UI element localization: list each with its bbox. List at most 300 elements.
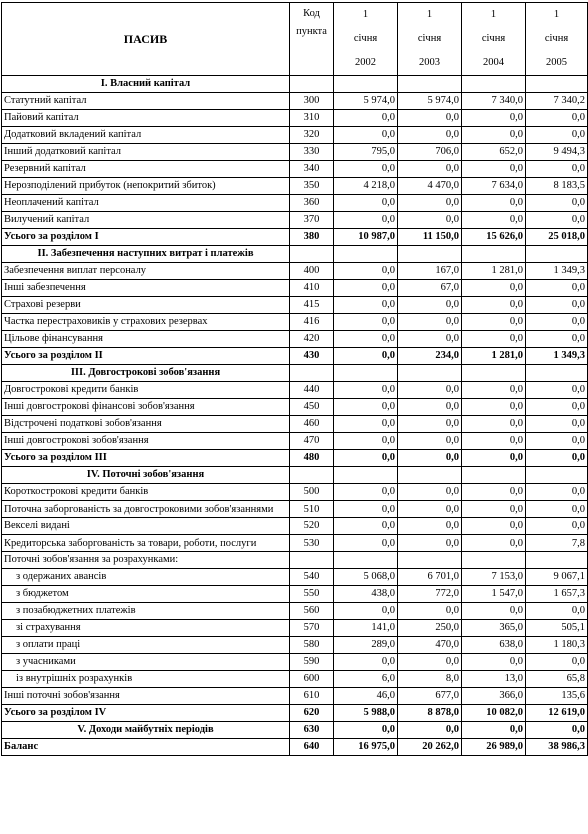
row-code: 640 (290, 739, 334, 756)
value-cell (334, 552, 398, 569)
date-year: 2003 (419, 57, 440, 68)
row-value: 5 974,0 (398, 93, 462, 110)
row-label: Короткострокові кредити банків (2, 484, 290, 501)
row-label: Усього за розділом IV (2, 705, 290, 722)
row-value: 65,8 (526, 671, 588, 688)
row-value: 5 988,0 (334, 705, 398, 722)
section-header-row (2, 76, 588, 93)
value-cell (398, 246, 462, 263)
row-label: Інші довгострокові фінансові зобов'язання (2, 399, 290, 416)
section-title: ІІІ. Довгострокові зобов'язання (2, 365, 290, 382)
row-value: 0,0 (398, 535, 462, 552)
balance-table (1, 2, 588, 756)
section-title: ІІ. Забезпечення наступних витрат і платежів (2, 246, 290, 263)
row-value: 5 974,0 (334, 93, 398, 110)
row-value: 0,0 (462, 399, 526, 416)
table-row (2, 484, 588, 501)
date-year: 2002 (355, 57, 376, 68)
row-value: 0,0 (398, 433, 462, 450)
row-value: 0,0 (526, 297, 588, 314)
row-value: 0,0 (398, 484, 462, 501)
row-value: 0,0 (334, 399, 398, 416)
row-code: 530 (290, 535, 334, 552)
value-cell (526, 467, 588, 484)
row-value: 0,0 (334, 161, 398, 178)
row-value: 0,0 (462, 603, 526, 620)
row-label: зі страхування (2, 620, 290, 637)
row-value: 6,0 (334, 671, 398, 688)
date-year: 2004 (483, 57, 504, 68)
row-code: 415 (290, 297, 334, 314)
value-cell (462, 76, 526, 93)
row-value: 135,6 (526, 688, 588, 705)
row-value: 0,0 (398, 501, 462, 518)
column-header-date-2005 (526, 3, 588, 76)
row-code: 580 (290, 637, 334, 654)
row-value: 0,0 (462, 161, 526, 178)
row-value: 0,0 (398, 382, 462, 399)
row-value: 7,8 (526, 535, 588, 552)
row-value: 1 281,0 (462, 348, 526, 365)
row-value: 10 082,0 (462, 705, 526, 722)
date-month: січня (353, 33, 378, 44)
value-cell (462, 552, 526, 569)
date-day: 1 (426, 9, 433, 20)
code-cell (290, 246, 334, 263)
table-header-row (2, 3, 588, 76)
date-day: 1 (553, 9, 560, 20)
row-value: 0,0 (398, 603, 462, 620)
table-row (2, 569, 588, 586)
row-label: Інші довгострокові зобов'язання (2, 433, 290, 450)
value-cell (462, 365, 526, 382)
row-value: 0,0 (526, 450, 588, 467)
row-value: 26 989,0 (462, 739, 526, 756)
row-value: 1 349,3 (526, 348, 588, 365)
table-row (2, 671, 588, 688)
row-label: Поточна заборгованість за довгостроковими зобов'язаннями (2, 501, 290, 518)
row-value: 9 067,1 (526, 569, 588, 586)
row-value: 250,0 (398, 620, 462, 637)
row-value: 652,0 (462, 144, 526, 161)
row-value: 141,0 (334, 620, 398, 637)
row-value: 0,0 (334, 484, 398, 501)
total-row (2, 705, 588, 722)
table-row (2, 212, 588, 229)
row-code: 310 (290, 110, 334, 127)
row-value: 0,0 (398, 331, 462, 348)
row-value: 0,0 (462, 518, 526, 535)
row-value: 0,0 (334, 518, 398, 535)
row-value: 167,0 (398, 263, 462, 280)
table-row (2, 586, 588, 603)
row-value: 0,0 (462, 127, 526, 144)
row-value: 0,0 (526, 399, 588, 416)
row-label: з бюджетом (2, 586, 290, 603)
row-value: 677,0 (398, 688, 462, 705)
row-value: 0,0 (526, 110, 588, 127)
column-header-code (290, 3, 334, 76)
row-code: 330 (290, 144, 334, 161)
code-cell (290, 76, 334, 93)
row-label: Нерозподілений прибуток (непокритий збиток) (2, 178, 290, 195)
code-cell (290, 552, 334, 569)
table-row (2, 620, 588, 637)
row-value: 0,0 (462, 416, 526, 433)
row-value: 0,0 (462, 484, 526, 501)
row-value: 0,0 (334, 433, 398, 450)
row-label: V. Доходи майбутніх періодів (2, 722, 290, 739)
row-value: 0,0 (398, 654, 462, 671)
row-value: 0,0 (462, 722, 526, 739)
row-value: 0,0 (526, 654, 588, 671)
row-value: 12 619,0 (526, 705, 588, 722)
column-header-title: ПАСИВ (2, 3, 290, 76)
row-value: 0,0 (526, 331, 588, 348)
row-value: 13,0 (462, 671, 526, 688)
row-code: 450 (290, 399, 334, 416)
row-value: 0,0 (334, 110, 398, 127)
row-value: 10 987,0 (334, 229, 398, 246)
total-row (2, 739, 588, 756)
row-value: 0,0 (334, 212, 398, 229)
value-cell (462, 246, 526, 263)
row-value: 706,0 (398, 144, 462, 161)
row-value: 0,0 (334, 195, 398, 212)
code-cell (290, 467, 334, 484)
row-label: Векселі видані (2, 518, 290, 535)
subgroup-label-row (2, 552, 588, 569)
row-value: 0,0 (334, 348, 398, 365)
row-label: Резервний капітал (2, 161, 290, 178)
date-day: 1 (362, 9, 369, 20)
row-code: 420 (290, 331, 334, 348)
table-row (2, 399, 588, 416)
row-value: 7 340,2 (526, 93, 588, 110)
row-code: 370 (290, 212, 334, 229)
row-label: Відстрочені податкові зобов'язання (2, 416, 290, 433)
row-value: 7 340,0 (462, 93, 526, 110)
row-value: 0,0 (526, 195, 588, 212)
row-value: 505,1 (526, 620, 588, 637)
row-value: 0,0 (526, 212, 588, 229)
balance-sheet-liabilities (1, 2, 587, 756)
row-label: Усього за розділом ІІІ (2, 450, 290, 467)
row-value: 0,0 (526, 314, 588, 331)
table-row (2, 433, 588, 450)
row-code: 320 (290, 127, 334, 144)
table-row (2, 518, 588, 535)
row-value: 0,0 (334, 263, 398, 280)
row-code: 610 (290, 688, 334, 705)
row-value: 0,0 (398, 212, 462, 229)
table-row (2, 501, 588, 518)
row-value: 0,0 (334, 314, 398, 331)
row-value: 0,0 (398, 297, 462, 314)
row-code: 470 (290, 433, 334, 450)
row-code: 600 (290, 671, 334, 688)
table-body (2, 76, 588, 756)
row-label: Страхові резерви (2, 297, 290, 314)
table-row (2, 280, 588, 297)
row-value: 0,0 (334, 416, 398, 433)
row-code: 340 (290, 161, 334, 178)
row-code: 400 (290, 263, 334, 280)
row-value: 772,0 (398, 586, 462, 603)
row-value: 0,0 (462, 212, 526, 229)
section-header-row (2, 365, 588, 382)
row-value: 0,0 (398, 416, 462, 433)
row-value: 0,0 (526, 127, 588, 144)
date-month: січня (481, 33, 506, 44)
row-value: 365,0 (462, 620, 526, 637)
row-value: 1 547,0 (462, 586, 526, 603)
column-header-date-2002 (334, 3, 398, 76)
table-row (2, 263, 588, 280)
row-value: 6 701,0 (398, 569, 462, 586)
table-row (2, 93, 588, 110)
row-value: 8 183,5 (526, 178, 588, 195)
row-value: 638,0 (462, 637, 526, 654)
row-value: 0,0 (462, 331, 526, 348)
row-value: 0,0 (526, 433, 588, 450)
row-code: 520 (290, 518, 334, 535)
row-code: 416 (290, 314, 334, 331)
table-row (2, 144, 588, 161)
value-cell (334, 76, 398, 93)
row-label: Довгострокові кредити банків (2, 382, 290, 399)
section-total-row (2, 722, 588, 739)
date-month: січня (544, 33, 569, 44)
row-label: з учасниками (2, 654, 290, 671)
table-row (2, 110, 588, 127)
row-label: Вилучений капітал (2, 212, 290, 229)
row-value: 0,0 (334, 450, 398, 467)
total-row (2, 348, 588, 365)
row-value: 0,0 (398, 399, 462, 416)
row-value: 1 657,3 (526, 586, 588, 603)
row-code: 560 (290, 603, 334, 620)
row-value: 0,0 (334, 382, 398, 399)
row-value: 0,0 (526, 501, 588, 518)
table-row (2, 688, 588, 705)
value-cell (334, 467, 398, 484)
row-value: 5 068,0 (334, 569, 398, 586)
row-label: Інші поточні зобов'язання (2, 688, 290, 705)
row-value: 0,0 (334, 501, 398, 518)
value-cell (526, 76, 588, 93)
row-label: Усього за розділом І (2, 229, 290, 246)
table-row (2, 382, 588, 399)
row-value: 0,0 (334, 603, 398, 620)
row-value: 0,0 (398, 127, 462, 144)
table-row (2, 416, 588, 433)
row-value: 0,0 (462, 501, 526, 518)
value-cell (398, 76, 462, 93)
row-code: 550 (290, 586, 334, 603)
row-label: Неоплачений капітал (2, 195, 290, 212)
value-cell (398, 552, 462, 569)
row-value: 0,0 (398, 314, 462, 331)
row-value: 0,0 (462, 450, 526, 467)
code-label-line-1: Код (303, 8, 320, 19)
date-year: 2005 (546, 57, 567, 68)
row-code: 350 (290, 178, 334, 195)
row-value: 0,0 (398, 161, 462, 178)
row-value: 15 626,0 (462, 229, 526, 246)
row-code: 360 (290, 195, 334, 212)
row-value: 0,0 (526, 484, 588, 501)
row-value: 4 218,0 (334, 178, 398, 195)
row-value: 0,0 (334, 280, 398, 297)
row-label: з оплати праці (2, 637, 290, 654)
row-code: 410 (290, 280, 334, 297)
row-label: Пайовий капітал (2, 110, 290, 127)
row-value: 0,0 (462, 297, 526, 314)
row-value: 0,0 (334, 722, 398, 739)
table-row (2, 178, 588, 195)
row-code: 570 (290, 620, 334, 637)
row-label: з позабюджетних платежів (2, 603, 290, 620)
total-row (2, 450, 588, 467)
row-value: 1 349,3 (526, 263, 588, 280)
column-header-date-2003 (398, 3, 462, 76)
table-row (2, 603, 588, 620)
row-value: 0,0 (334, 535, 398, 552)
row-code: 380 (290, 229, 334, 246)
table-row (2, 161, 588, 178)
row-code: 630 (290, 722, 334, 739)
table-row (2, 654, 588, 671)
row-value: 0,0 (334, 297, 398, 314)
table-row (2, 195, 588, 212)
row-value: 1 180,3 (526, 637, 588, 654)
row-value: 0,0 (526, 161, 588, 178)
section-title: І. Власний капітал (2, 76, 290, 93)
row-label: із внутрішніх розрахунків (2, 671, 290, 688)
row-value: 11 150,0 (398, 229, 462, 246)
row-value: 0,0 (398, 110, 462, 127)
row-value: 9 494,3 (526, 144, 588, 161)
row-value: 0,0 (526, 280, 588, 297)
row-value: 16 975,0 (334, 739, 398, 756)
row-value: 0,0 (462, 280, 526, 297)
row-value: 0,0 (462, 314, 526, 331)
row-value: 7 634,0 (462, 178, 526, 195)
value-cell (526, 552, 588, 569)
table-row (2, 331, 588, 348)
row-value: 0,0 (334, 331, 398, 348)
row-code: 500 (290, 484, 334, 501)
row-value: 0,0 (398, 518, 462, 535)
table-row (2, 127, 588, 144)
row-value: 0,0 (462, 433, 526, 450)
section-header-row (2, 246, 588, 263)
row-code: 480 (290, 450, 334, 467)
row-value: 0,0 (462, 654, 526, 671)
row-value: 0,0 (526, 722, 588, 739)
row-value: 0,0 (526, 416, 588, 433)
value-cell (462, 467, 526, 484)
value-cell (334, 365, 398, 382)
table-row (2, 297, 588, 314)
row-value: 1 281,0 (462, 263, 526, 280)
row-label: Частка перестраховиків у страхових резервах (2, 314, 290, 331)
row-label: з одержаних авансів (2, 569, 290, 586)
table-row (2, 637, 588, 654)
row-value: 46,0 (334, 688, 398, 705)
row-code: 440 (290, 382, 334, 399)
date-day: 1 (490, 9, 497, 20)
row-label: Забезпечення виплат персоналу (2, 263, 290, 280)
row-label: Додатковий вкладений капітал (2, 127, 290, 144)
value-cell (334, 246, 398, 263)
row-value: 0,0 (526, 603, 588, 620)
code-cell (290, 365, 334, 382)
row-label: Кредиторська заборгованість за товари, роботи, послуги (2, 535, 290, 552)
row-value: 0,0 (334, 654, 398, 671)
row-value: 0,0 (398, 722, 462, 739)
row-code: 510 (290, 501, 334, 518)
row-value: 234,0 (398, 348, 462, 365)
column-header-date-2004 (462, 3, 526, 76)
section-title: IV. Поточні зобов'язання (2, 467, 290, 484)
row-value: 8,0 (398, 671, 462, 688)
row-label: Цільове фінансування (2, 331, 290, 348)
row-label: Статутний капітал (2, 93, 290, 110)
row-label: Поточні зобов'язання за розрахунками: (2, 552, 290, 569)
value-cell (398, 467, 462, 484)
row-value: 438,0 (334, 586, 398, 603)
row-code: 300 (290, 93, 334, 110)
row-value: 0,0 (462, 195, 526, 212)
row-value: 0,0 (462, 382, 526, 399)
row-value: 0,0 (398, 195, 462, 212)
row-value: 0,0 (334, 127, 398, 144)
row-value: 20 262,0 (398, 739, 462, 756)
row-label: Інші забезпечення (2, 280, 290, 297)
section-header-row (2, 467, 588, 484)
row-value: 470,0 (398, 637, 462, 654)
row-value: 0,0 (526, 382, 588, 399)
value-cell (398, 365, 462, 382)
value-cell (526, 365, 588, 382)
row-value: 38 986,3 (526, 739, 588, 756)
row-value: 289,0 (334, 637, 398, 654)
table-row (2, 314, 588, 331)
row-value: 366,0 (462, 688, 526, 705)
value-cell (526, 246, 588, 263)
row-code: 460 (290, 416, 334, 433)
row-label: Усього за розділом ІІ (2, 348, 290, 365)
total-row (2, 229, 588, 246)
row-value: 7 153,0 (462, 569, 526, 586)
row-code: 430 (290, 348, 334, 365)
row-value: 8 878,0 (398, 705, 462, 722)
row-value: 795,0 (334, 144, 398, 161)
row-value: 0,0 (462, 110, 526, 127)
row-label: Інший додатковий капітал (2, 144, 290, 161)
row-code: 620 (290, 705, 334, 722)
date-month: січня (417, 33, 442, 44)
table-row (2, 535, 588, 552)
row-code: 540 (290, 569, 334, 586)
row-value: 4 470,0 (398, 178, 462, 195)
row-code: 590 (290, 654, 334, 671)
row-value: 0,0 (462, 535, 526, 552)
code-label-line-2: пункта (296, 26, 327, 37)
row-value: 67,0 (398, 280, 462, 297)
